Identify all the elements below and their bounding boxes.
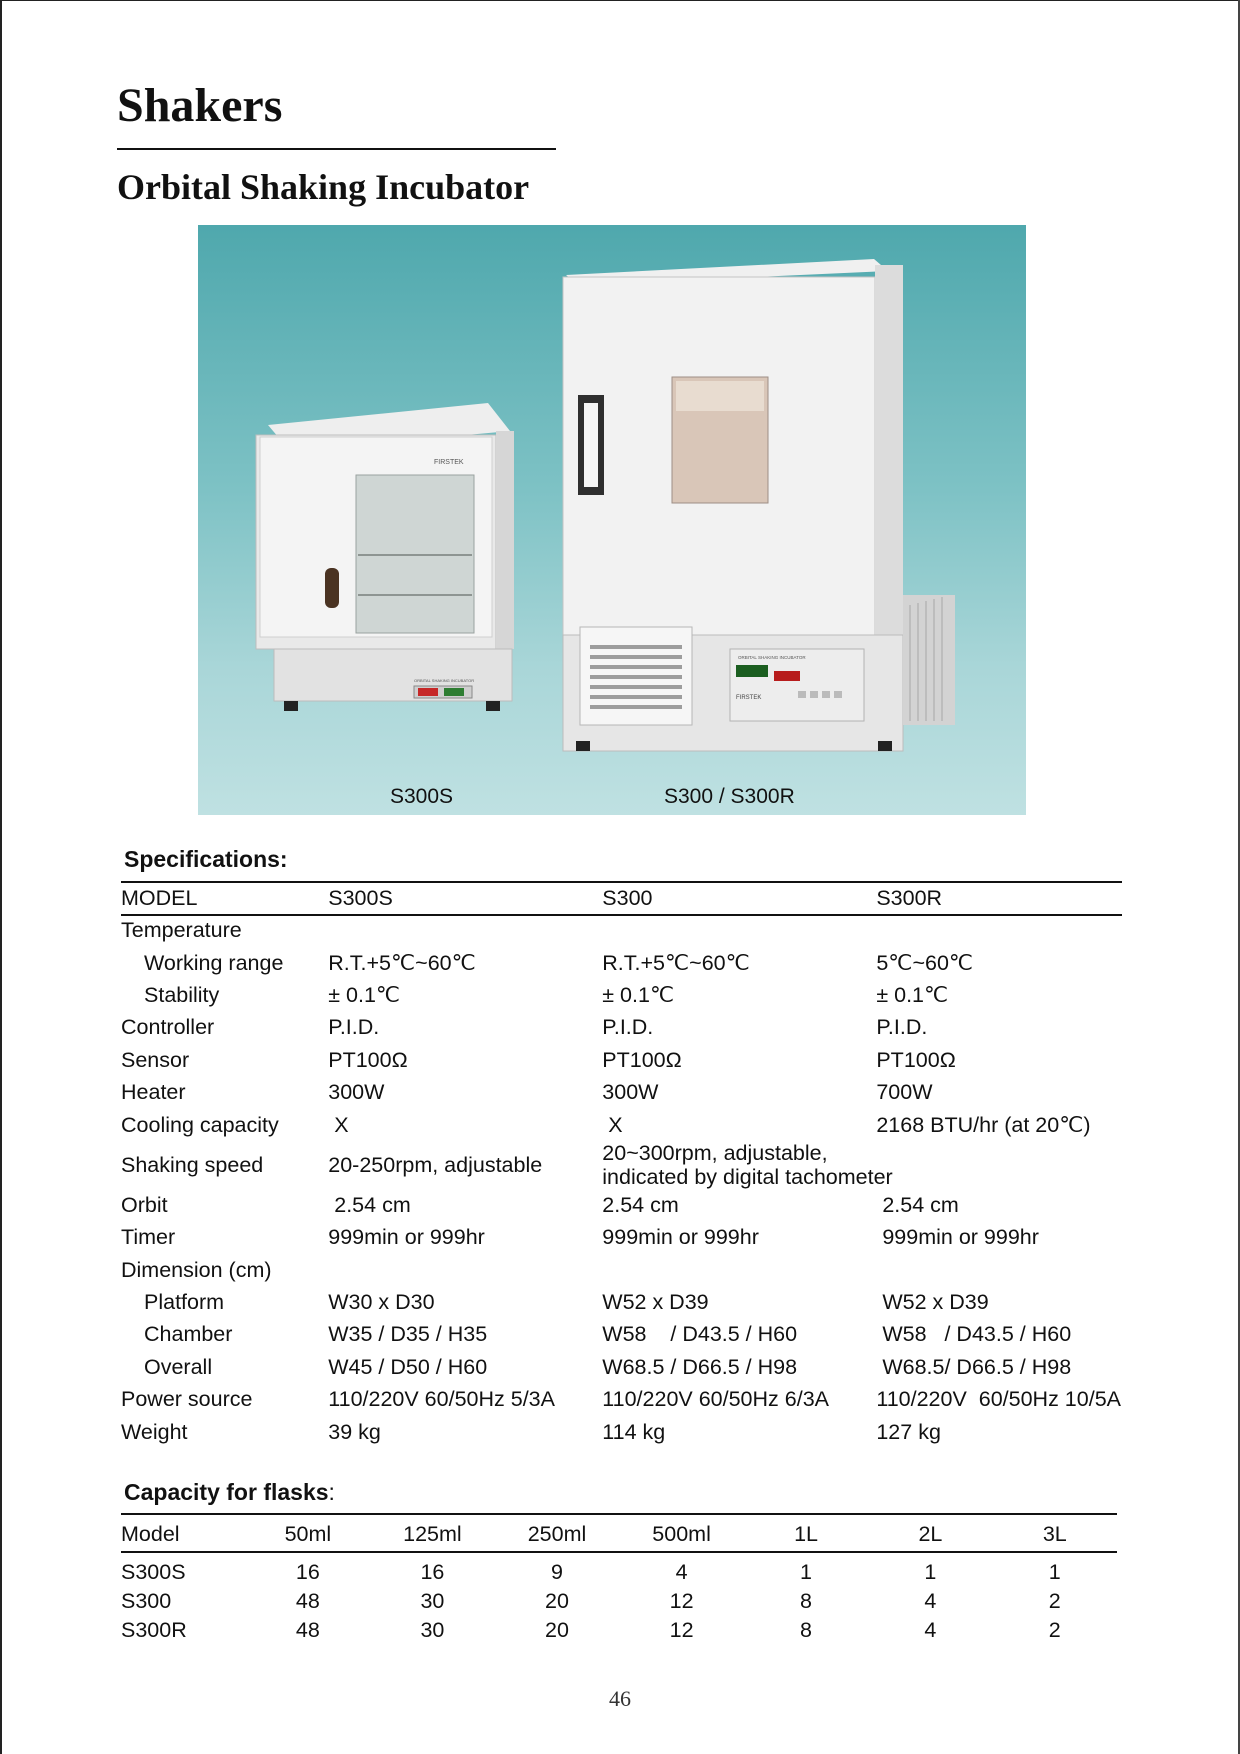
flasks-value: 30 bbox=[420, 1618, 445, 1642]
spec-row bbox=[121, 1044, 1121, 1076]
spec-col-s300: S300 bbox=[602, 886, 653, 910]
spec-value bbox=[602, 1254, 876, 1286]
spec-label: Controller bbox=[121, 1015, 215, 1040]
spec-row bbox=[121, 1076, 1121, 1108]
spec-row bbox=[121, 1108, 1121, 1140]
svg-text:ORBITAL SHAKING INCUBATOR: ORBITAL SHAKING INCUBATOR bbox=[414, 678, 475, 683]
spec-value: 999min or 999hr bbox=[328, 1225, 485, 1250]
incubator-s300 bbox=[563, 259, 955, 751]
spec-row bbox=[121, 979, 1121, 1011]
spec-value: 20-250rpm, adjustable bbox=[328, 1152, 543, 1177]
flasks-row bbox=[121, 1554, 1117, 1587]
spec-value: W52 x D39 bbox=[882, 1290, 989, 1315]
svg-text:FIRSTEK: FIRSTEK bbox=[434, 459, 464, 466]
flasks-heading-colon: : bbox=[328, 1479, 335, 1505]
flasks-value: 20 bbox=[545, 1618, 569, 1642]
flasks-model: S300S bbox=[121, 1560, 186, 1584]
spec-label: Weight bbox=[121, 1419, 188, 1444]
flasks-col-250ml: 250ml bbox=[527, 1522, 587, 1546]
spec-value: W58 / D43.5 / H60 bbox=[602, 1322, 798, 1347]
flasks-value: 48 bbox=[295, 1589, 320, 1613]
spec-value bbox=[328, 1254, 602, 1286]
spec-value: PT100Ω bbox=[876, 1047, 956, 1072]
flasks-row bbox=[121, 1587, 1117, 1616]
spec-value: ± 0.1℃ bbox=[328, 982, 401, 1007]
spec-row bbox=[121, 1415, 1121, 1447]
spec-label: Orbit bbox=[121, 1192, 168, 1217]
page-border-top bbox=[0, 0, 1240, 1]
title-underline bbox=[117, 148, 556, 150]
spec-value: 2168 BTU/hr (at 20℃) bbox=[876, 1112, 1091, 1137]
spec-value: PT100Ω bbox=[602, 1047, 682, 1072]
flasks-col-model: Model bbox=[121, 1522, 180, 1546]
flasks-header-row bbox=[121, 1515, 1117, 1554]
spec-value: W68.5/ D66.5 / H98 bbox=[882, 1354, 1072, 1379]
spec-row bbox=[121, 946, 1121, 978]
flasks-col-1l: 1L bbox=[794, 1522, 818, 1546]
spec-row bbox=[121, 1383, 1121, 1415]
spec-row bbox=[121, 1318, 1121, 1350]
spec-row bbox=[121, 1286, 1121, 1318]
spec-label: Power source bbox=[121, 1387, 253, 1412]
flasks-value: 30 bbox=[420, 1589, 445, 1613]
spec-row bbox=[121, 1141, 1121, 1189]
spec-value: P.I.D. bbox=[602, 1015, 654, 1040]
spec-value bbox=[602, 914, 876, 946]
page-number: 46 bbox=[609, 1686, 631, 1711]
spec-value: PT100Ω bbox=[328, 1047, 408, 1072]
spec-value: 999min or 999hr bbox=[882, 1225, 1039, 1250]
spec-value bbox=[328, 914, 602, 946]
flasks-value: 48 bbox=[295, 1618, 320, 1642]
page-subtitle: Orbital Shaking Incubator bbox=[117, 167, 530, 207]
spec-col-model: MODEL bbox=[121, 886, 198, 910]
flasks-value: 1 bbox=[1048, 1560, 1061, 1584]
incubator-s300s bbox=[256, 403, 514, 711]
flasks-col-125ml: 125ml bbox=[403, 1522, 462, 1546]
spec-value: 114 kg bbox=[602, 1419, 666, 1444]
spec-label: Dimension (cm) bbox=[121, 1257, 272, 1282]
flasks-value: 4 bbox=[675, 1560, 688, 1584]
spec-label: Temperature bbox=[121, 918, 242, 943]
specifications-heading: Specifications: bbox=[124, 846, 288, 872]
spec-value: 110/220V 60/50Hz 5/3A bbox=[328, 1387, 555, 1412]
spec-value: 2.54 cm bbox=[334, 1192, 411, 1217]
flasks-value: 1 bbox=[800, 1560, 813, 1584]
spec-value: 999min or 999hr bbox=[602, 1225, 759, 1250]
flasks-value: 20 bbox=[545, 1589, 569, 1613]
spec-value: P.I.D. bbox=[328, 1015, 380, 1040]
flasks-value: 9 bbox=[551, 1560, 563, 1584]
spec-value-multiline bbox=[602, 1141, 1121, 1189]
spec-value bbox=[876, 914, 1121, 946]
page-border-left bbox=[0, 0, 2, 1754]
flasks-col-3l: 3L bbox=[1042, 1522, 1067, 1546]
spec-label: Working range bbox=[144, 950, 284, 975]
spec-value: 127 kg bbox=[876, 1419, 941, 1444]
flasks-heading-text: Capacity for flasks bbox=[124, 1479, 329, 1505]
spec-value: ± 0.1℃ bbox=[602, 982, 675, 1007]
spec-label: Timer bbox=[121, 1225, 176, 1250]
spec-label: Shaking speed bbox=[121, 1152, 264, 1177]
spec-value: X bbox=[608, 1112, 623, 1137]
spec-value: 300W bbox=[328, 1080, 385, 1105]
flasks-value: 4 bbox=[924, 1589, 937, 1613]
spec-value: R.T.+5℃~60℃ bbox=[328, 950, 476, 975]
spec-value: R.T.+5℃~60℃ bbox=[602, 950, 750, 975]
flasks-value: 16 bbox=[295, 1560, 320, 1584]
spec-value: 2.54 cm bbox=[602, 1192, 679, 1217]
incubators-illustration bbox=[198, 225, 1026, 815]
page-title: Shakers bbox=[117, 79, 283, 132]
spec-value: W35 / D35 / H35 bbox=[328, 1322, 488, 1347]
flasks-value: 2 bbox=[1048, 1618, 1061, 1642]
svg-text:ORBITAL SHAKING INCUBATOR: ORBITAL SHAKING INCUBATOR bbox=[738, 655, 806, 660]
flasks-row bbox=[121, 1616, 1117, 1645]
flasks-value: 8 bbox=[800, 1589, 813, 1613]
spec-header-row bbox=[121, 882, 1121, 914]
spec-row bbox=[121, 1351, 1121, 1383]
spec-row bbox=[121, 1011, 1121, 1043]
spec-value-line: indicated by digital tachometer bbox=[602, 1164, 893, 1189]
flasks-value: 4 bbox=[924, 1618, 937, 1642]
spec-value: W68.5 / D66.5 / H98 bbox=[602, 1354, 798, 1379]
spec-row bbox=[121, 914, 1121, 946]
spec-value: 39 kg bbox=[328, 1419, 381, 1444]
spec-label: Heater bbox=[121, 1080, 186, 1105]
flasks-table bbox=[121, 1515, 1117, 1645]
spec-value: X bbox=[334, 1112, 349, 1137]
flasks-col-2l: 2L bbox=[918, 1522, 943, 1546]
spec-label: Platform bbox=[144, 1290, 225, 1315]
spec-label: Cooling capacity bbox=[121, 1112, 279, 1137]
flasks-heading bbox=[124, 1479, 335, 1506]
spec-value: 700W bbox=[876, 1080, 933, 1105]
flasks-value: 12 bbox=[669, 1589, 694, 1613]
spec-value: 2.54 cm bbox=[882, 1192, 959, 1217]
spec-value: 110/220V 60/50Hz 6/3A bbox=[602, 1387, 829, 1412]
spec-value bbox=[876, 1254, 1121, 1286]
spec-label: Chamber bbox=[144, 1322, 233, 1347]
flasks-value: 8 bbox=[800, 1618, 813, 1642]
flasks-value: 1 bbox=[924, 1560, 937, 1584]
flasks-model: S300R bbox=[121, 1618, 187, 1642]
flasks-col-50ml: 50ml bbox=[284, 1522, 332, 1546]
spec-value: W30 x D30 bbox=[328, 1290, 435, 1315]
spec-value: W58 / D43.5 / H60 bbox=[882, 1322, 1072, 1347]
spec-row bbox=[121, 1254, 1121, 1286]
spec-label: Overall bbox=[144, 1354, 213, 1379]
spec-value: W45 / D50 / H60 bbox=[328, 1354, 488, 1379]
spec-row bbox=[121, 1221, 1121, 1253]
spec-value: ± 0.1℃ bbox=[876, 982, 949, 1007]
spec-value-line: 20~300rpm, adjustable, bbox=[602, 1140, 828, 1165]
spec-value: 5℃~60℃ bbox=[876, 950, 974, 975]
spec-col-s300r: S300R bbox=[876, 886, 943, 910]
product-photo bbox=[198, 225, 1026, 815]
spec-value: P.I.D. bbox=[876, 1015, 928, 1040]
spec-row bbox=[121, 1189, 1121, 1221]
caption-s300s: S300S bbox=[390, 785, 454, 808]
spec-value: W52 x D39 bbox=[602, 1290, 709, 1315]
caption-s300-s300r: S300 / S300R bbox=[664, 785, 795, 808]
flasks-value: 16 bbox=[420, 1560, 445, 1584]
svg-text:FIRSTEK: FIRSTEK bbox=[736, 695, 762, 701]
flasks-col-500ml: 500ml bbox=[652, 1522, 711, 1546]
specifications-table bbox=[121, 882, 1121, 1448]
spec-value: 300W bbox=[602, 1080, 659, 1105]
flasks-model: S300 bbox=[121, 1589, 172, 1613]
spec-label: Stability bbox=[144, 982, 220, 1007]
spec-label: Sensor bbox=[121, 1047, 190, 1072]
flasks-value: 12 bbox=[669, 1618, 694, 1642]
spec-value: 110/220V 60/50Hz 10/5A bbox=[876, 1387, 1121, 1412]
flasks-value: 2 bbox=[1048, 1589, 1061, 1613]
spec-col-s300s: S300S bbox=[328, 886, 393, 910]
